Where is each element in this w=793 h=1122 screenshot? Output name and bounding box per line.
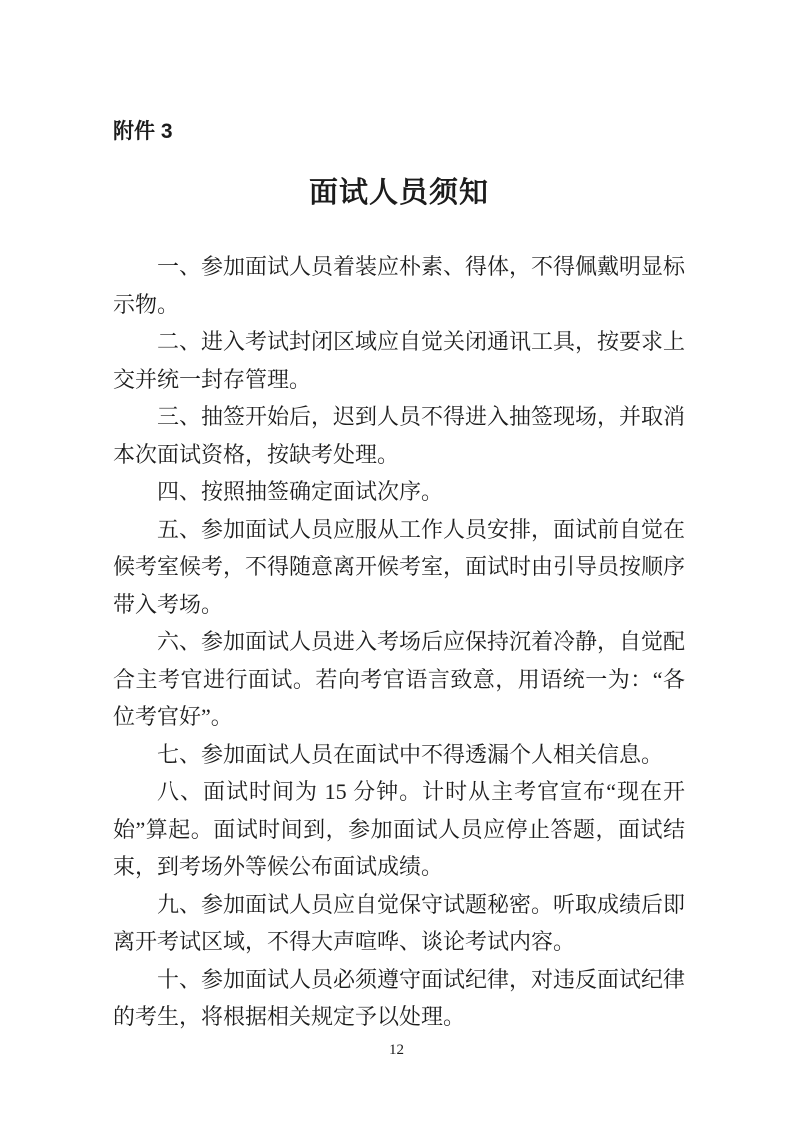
notice-item-10: 十、参加面试人员必须遵守面试纪律，对违反面试纪律的考生，将根据相关规定予以处理。 bbox=[113, 966, 686, 1029]
notice-item-5: 五、参加面试人员应服从工作人员安排，面试前自觉在候考室候考，不得随意离开候考室，面试时由引导员按顺序带入考场。 bbox=[113, 516, 686, 617]
notice-item-4: 四、按照抽签确定面试次序。 bbox=[157, 479, 444, 504]
notice-item-9: 九、参加面试人员应自觉保守试题秘密。听取成绩后即离开考试区域，不得大声喧哗、谈论考试内容。 bbox=[113, 891, 686, 954]
attachment-label: 附件 3 bbox=[113, 120, 173, 143]
notice-item-8: 八、面试时间为 15 分钟。计时从主考官宣布“现在开始”算起。面试时间到，参加面试人员应停止答题，面试结束，到考场外等候公布面试成绩。 bbox=[113, 779, 685, 879]
notice-item-6: 六、参加面试人员进入考场后应保持沉着冷静，自觉配合主考官进行面试。若向考官语言致意，用语统一为：“各位考官好”。 bbox=[113, 629, 686, 729]
document-content bbox=[113, 118, 685, 1036]
notice-item-7: 七、参加面试人员在面试中不得透漏个人相关信息。 bbox=[157, 741, 664, 767]
page-title: 面试人员须知 bbox=[308, 177, 489, 209]
notice-item-3: 三、抽签开始后，迟到人员不得进入抽签现场，并取消本次面试资格，按缺考处理。 bbox=[113, 404, 686, 467]
page-number: 12 bbox=[389, 1042, 404, 1058]
notice-item-1: 一、参加面试人员着装应朴素、得体，不得佩戴明显标示物。 bbox=[113, 254, 686, 317]
notice-item-2: 二、进入考试封闭区域应自觉关闭通讯工具，按要求上交并统一封存管理。 bbox=[113, 329, 686, 392]
notice-body bbox=[113, 248, 685, 1036]
